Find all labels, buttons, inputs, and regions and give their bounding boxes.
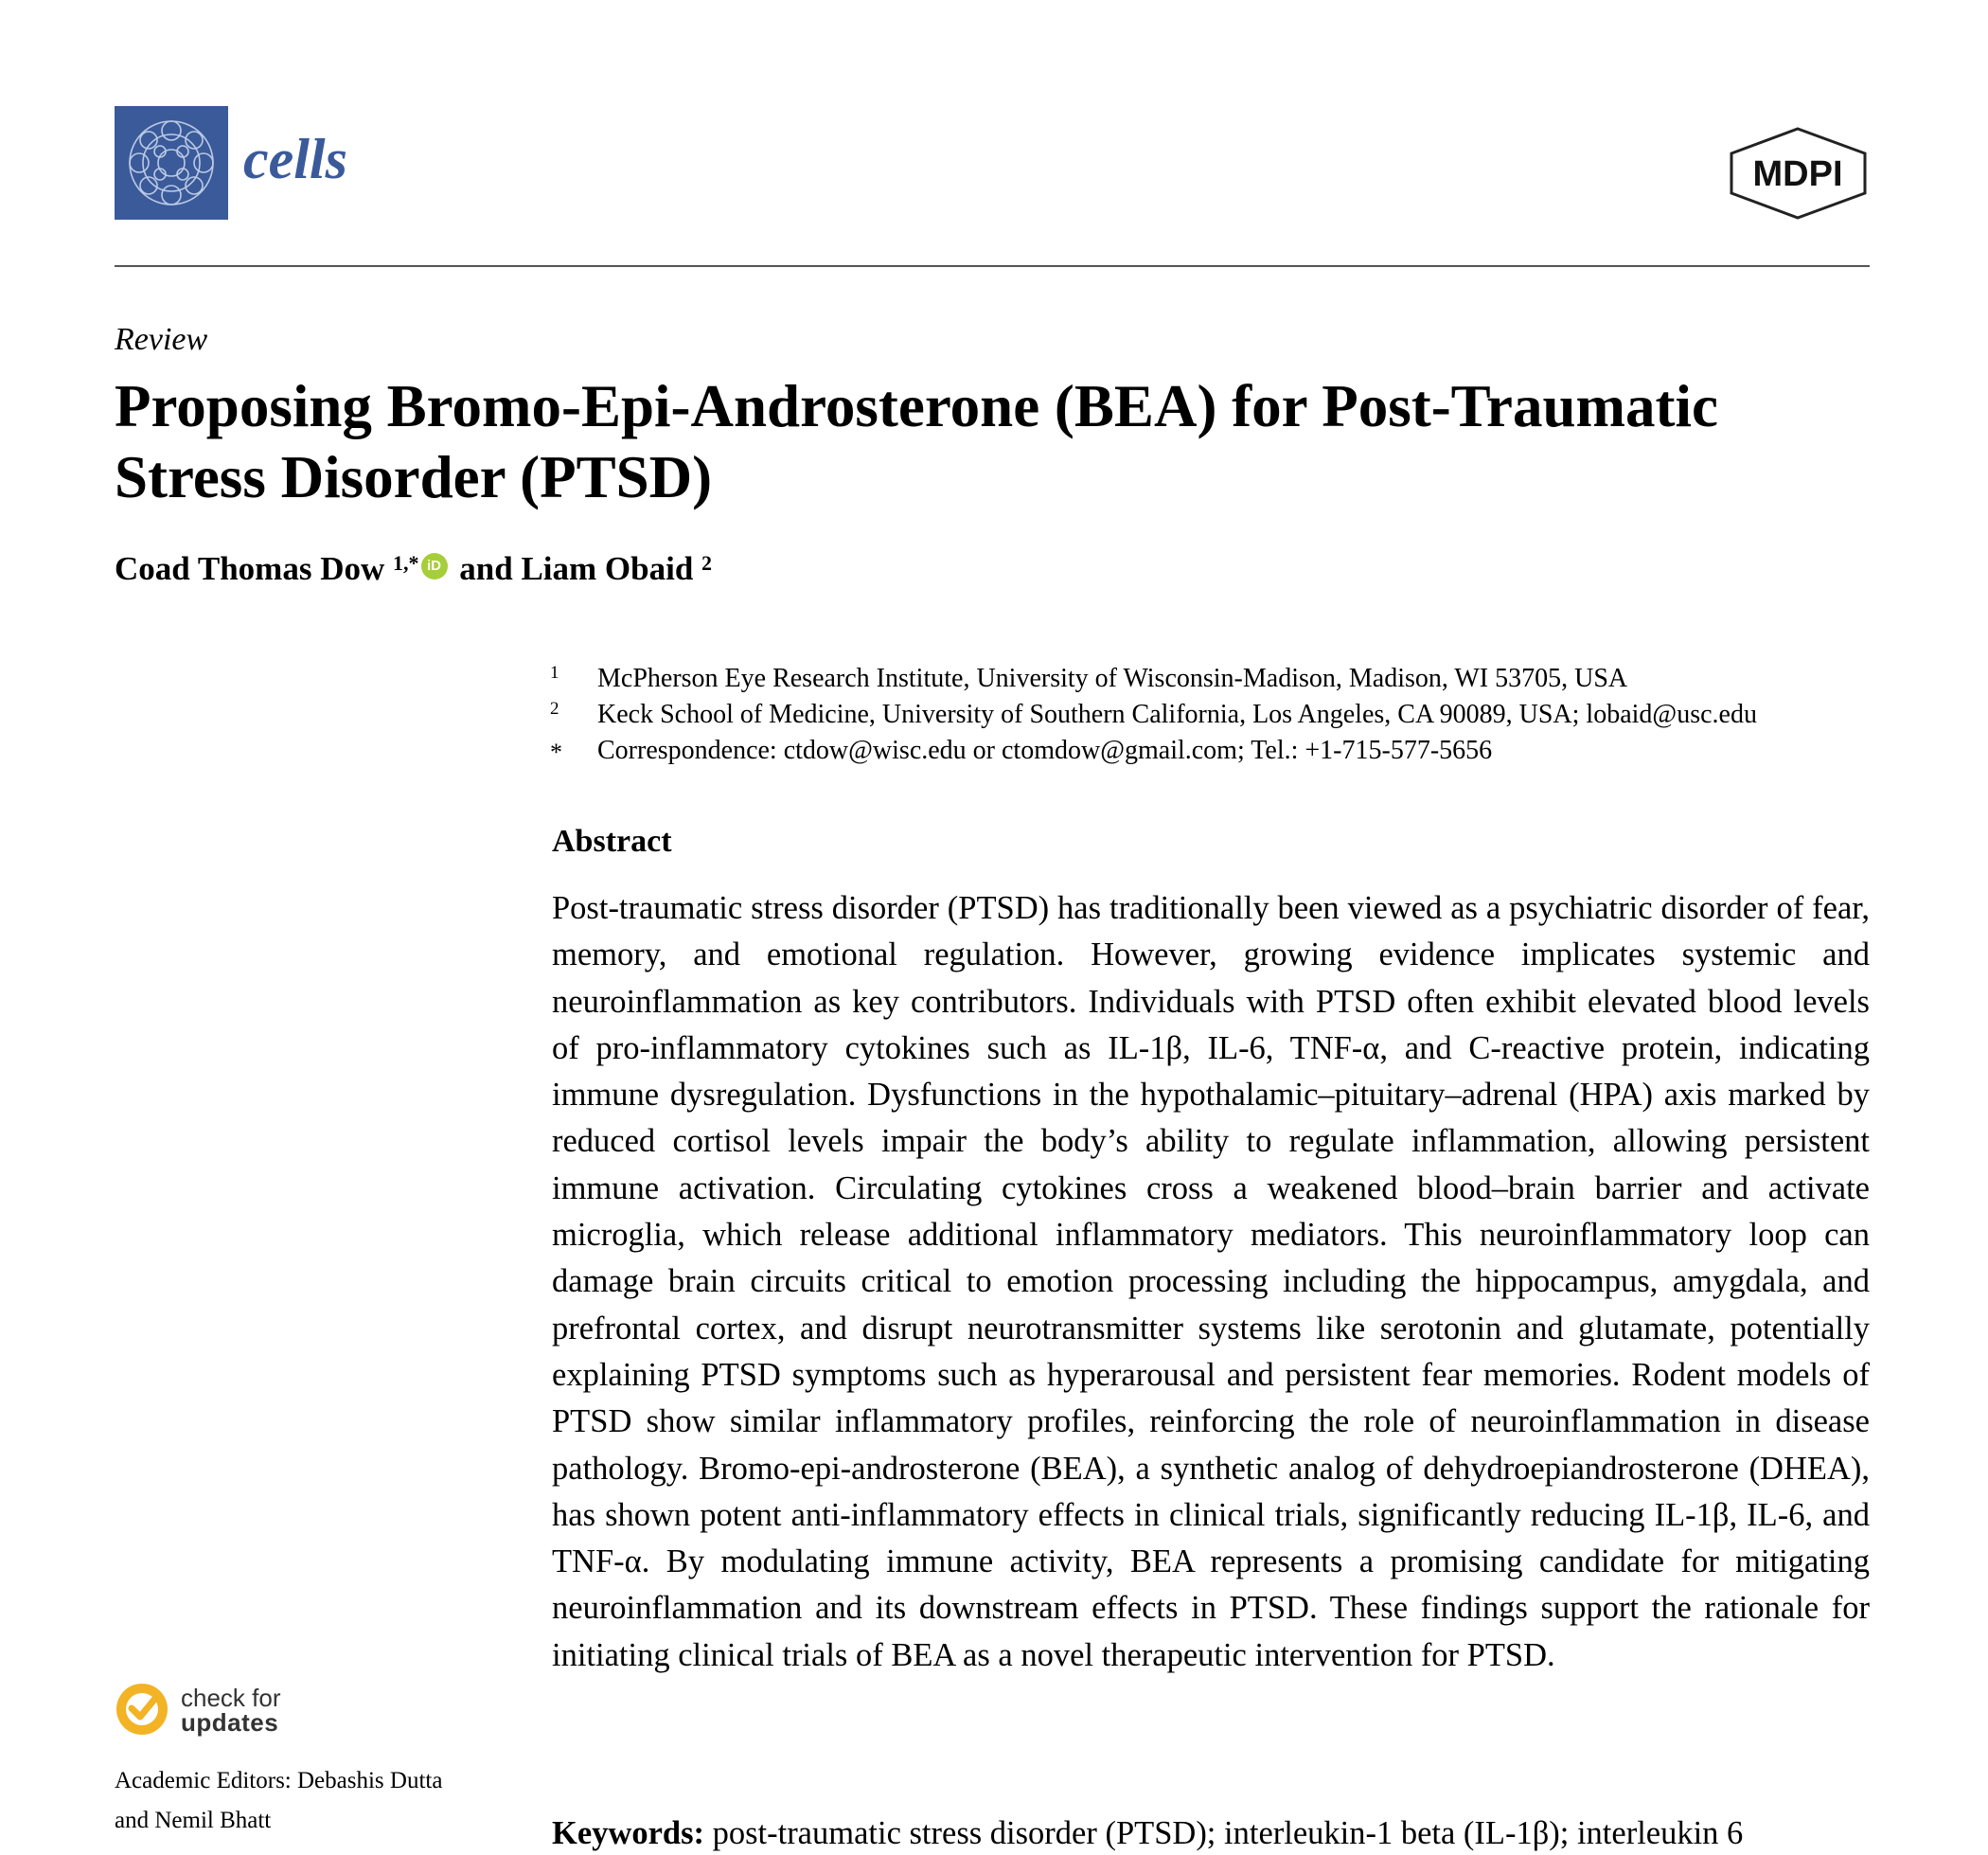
header-divider	[115, 265, 1870, 267]
author-list	[115, 547, 712, 591]
academic-editors	[115, 1761, 493, 1841]
affiliations	[550, 661, 1875, 769]
check-updates-icon	[115, 1682, 169, 1737]
affiliation-text: McPherson Eye Research Institute, University of Wisconsin-Madison, Madison, WI 53705, USA	[597, 664, 1628, 693]
correspondence-item	[550, 733, 1875, 769]
publisher-name: MDPI	[1752, 154, 1843, 194]
author-affiliation-mark: 1,*	[393, 551, 419, 575]
academic-editors-line-2: and Nemil Bhatt	[115, 1808, 272, 1833]
author-affiliation-mark: 2	[701, 551, 713, 575]
keywords-label: Keywords:	[552, 1815, 704, 1851]
article-title-line-2: Stress Disorder (PTSD)	[115, 444, 713, 510]
orcid-icon[interactable]: iD	[421, 553, 448, 580]
article-type: Review	[115, 322, 208, 357]
author-connector: and	[459, 550, 513, 587]
affiliation-mark: 2	[550, 699, 559, 719]
keywords-text: post-traumatic stress disorder (PTSD); interleukin-1 beta (IL-1β); interleukin 6	[712, 1815, 1744, 1851]
keywords	[552, 1811, 1896, 1855]
abstract-text: Post-traumatic stress disorder (PTSD) has traditionally been viewed as a psychiatric disorder of fear, memory, and emotional regulation. However, growing evidence implicates systemic and neuroinflammation as key contributors. Individuals with PTSD often exhibit elevated blood levels of pro-inflammatory cytokines such as IL-1β, IL-6, TNF-α, and C-reactive protein, indicating immune dysregulation. Dysfunctions in the hypothalamic–pituitary–adrenal (HPA) axis marked by reduced cortisol levels impair the body’s ability to regulate inflammation, allowing persistent immune activation. Circulating cytokines cross a weakened blood–brain barrier and activate microglia, which release additional inflammatory mediators. This neuroinflammatory loop can damage brain circuits critical to emotion processing including the hippocampus, amygdala, and prefrontal cortex, and disrupt neurotransmitter systems like serotonin and glutamate, potentially explaining PTSD symptoms such as hyperarousal and persistent fear memories. Rodent models of PTSD show similar inflammatory profiles, reinforcing the role of neuroinflammation in disease pathology. Bromo-epi-androsterone (BEA), a synthetic analog of dehydroepiandrosterone (DHEA), has shown potent anti-inflammatory effects in clinical trials, significantly reducing IL-1β, IL-6, and TNF-α. By modulating immune activity, BEA represents a promising candidate for mitigating neuroinflammation and its downstream effects in PTSD. These findings support the rationale for initiating clinical trials of BEA as a novel therapeutic intervention for PTSD.	[552, 890, 1870, 1673]
article-title	[115, 371, 1875, 513]
affiliation-item	[550, 697, 1875, 733]
check-updates-line-1: check for	[181, 1684, 281, 1712]
abstract-body	[552, 885, 1870, 1679]
abstract-heading: Abstract	[552, 824, 672, 859]
author-name[interactable]: Coad Thomas Dow	[115, 550, 385, 587]
correspondence-text: Correspondence: ctdow@wisc.edu or ctomdow@gmail.com; Tel.: +1-715-577-5656	[597, 736, 1493, 765]
affiliation-text: Keck School of Medicine, University of Southern California, Los Angeles, CA 90089, USA; lobaid@usc.edu	[597, 700, 1757, 729]
mdpi-logo-icon	[1725, 125, 1872, 220]
correspondence-mark: *	[550, 739, 562, 766]
journal-logo-icon	[115, 106, 228, 220]
check-updates-line-2: updates	[181, 1708, 279, 1737]
article-title-line-1: Proposing Bromo-Epi-Androsterone (BEA) for Post-Traumatic	[115, 373, 1718, 439]
academic-editors-line-1: Academic Editors: Debashis Dutta	[115, 1768, 443, 1793]
affiliation-item	[550, 661, 1875, 697]
check-for-updates-button[interactable]	[115, 1682, 304, 1740]
journal-name: cells	[243, 128, 347, 190]
author-name[interactable]: Liam Obaid	[521, 550, 694, 587]
affiliation-mark: 1	[550, 663, 559, 683]
